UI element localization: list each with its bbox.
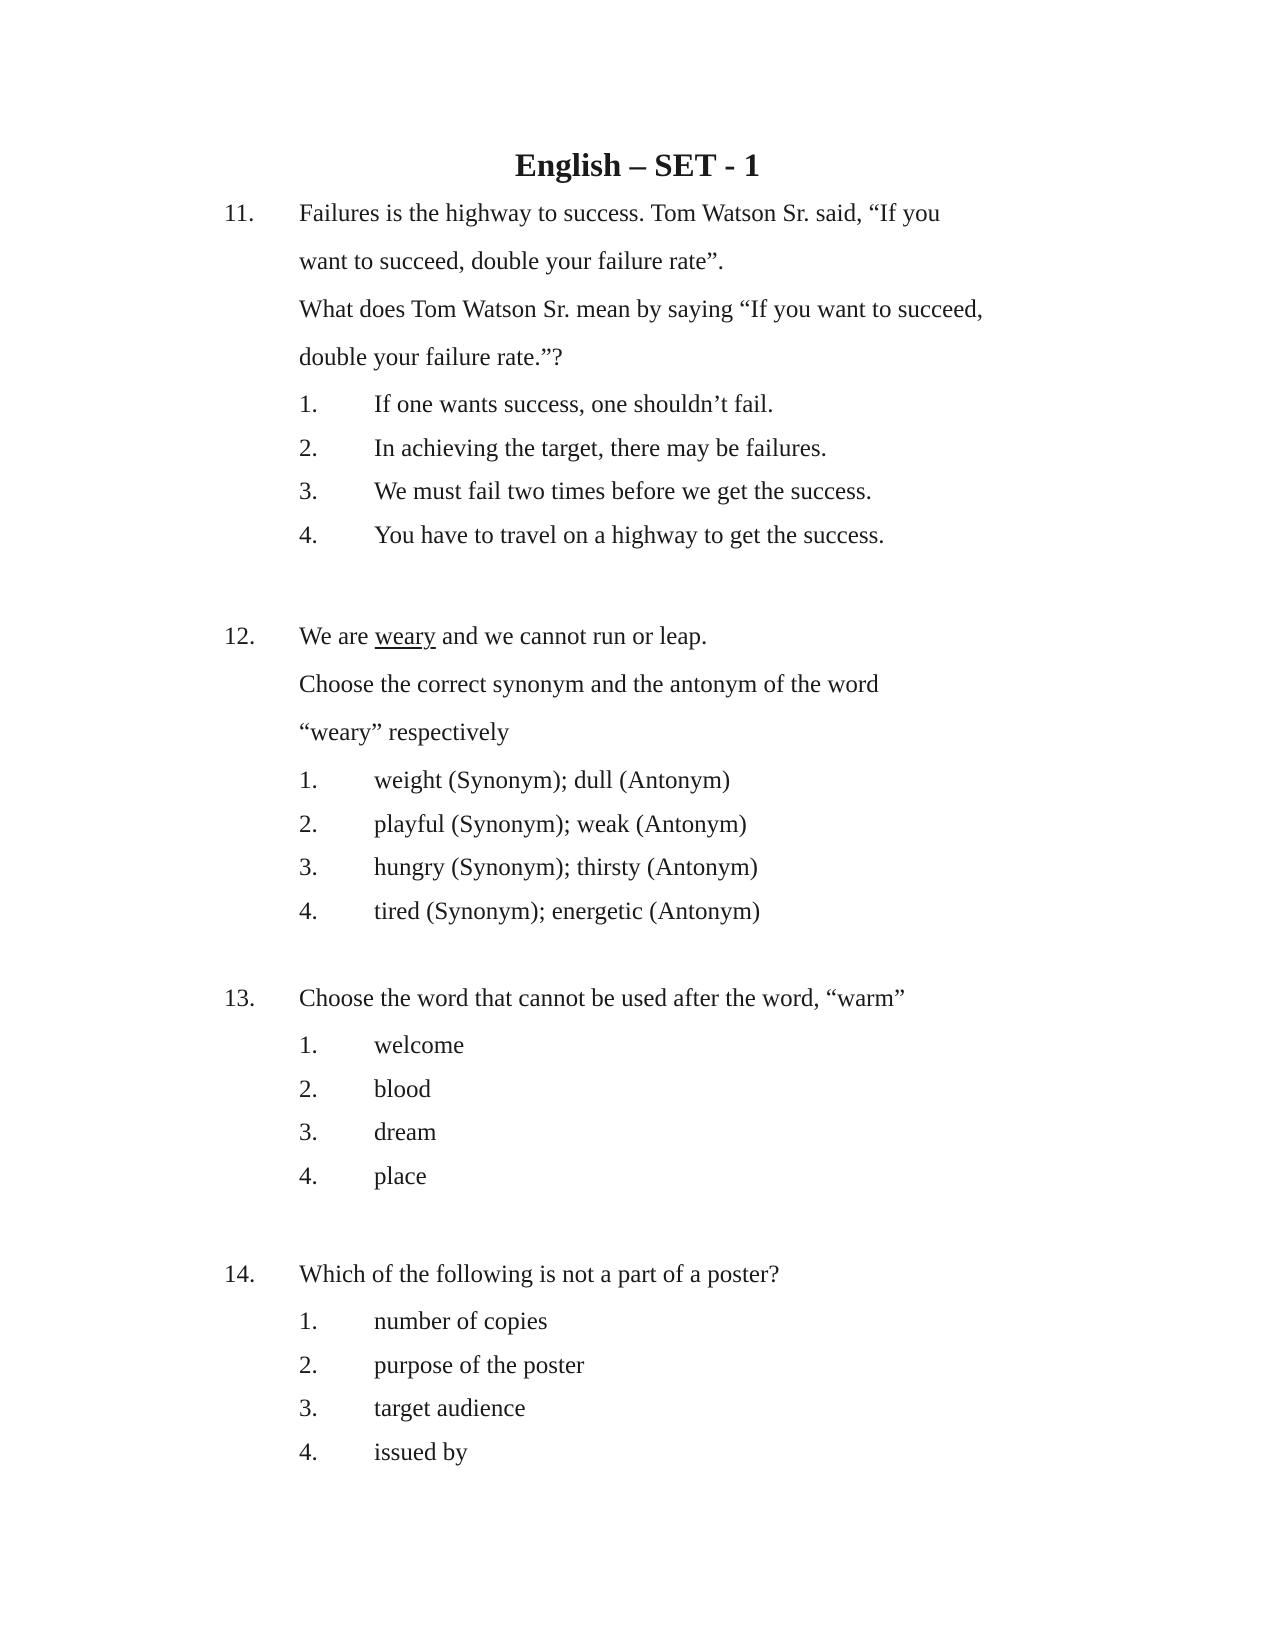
option-text: In achieving the target, there may be failures. <box>374 434 827 462</box>
option-item <box>299 427 1099 471</box>
stem-text: We are <box>299 623 375 650</box>
question-number: 11. <box>224 200 255 227</box>
option-number: 1. <box>299 1032 318 1059</box>
stem-line: want to succeed, double your failure rate”. <box>299 248 724 275</box>
stem-line <box>299 613 1079 661</box>
stem-line: Choose the correct synonym and the antonym of the word <box>299 671 879 698</box>
option-number: 2. <box>299 1351 318 1379</box>
question-stem <box>299 613 1079 757</box>
option-number: 1. <box>299 391 318 418</box>
question-stem <box>299 1251 1079 1299</box>
option-text: target audience <box>374 1395 526 1422</box>
option-number: 1. <box>299 1308 318 1335</box>
option-text: You have to travel on a highway to get the success. <box>374 521 885 549</box>
option-item <box>299 1155 1099 1199</box>
option-text: dream <box>374 1119 437 1146</box>
stem-line: Choose the word that cannot be used after the word, “warm” <box>299 985 906 1012</box>
option-list <box>299 383 1099 557</box>
option-item <box>299 759 1099 803</box>
option-item <box>299 1068 1099 1112</box>
option-number: 3. <box>299 1395 318 1422</box>
option-number: 3. <box>299 478 318 505</box>
stem-text: and we cannot run or leap. <box>435 623 708 650</box>
option-item <box>299 383 1099 427</box>
option-text: blood <box>374 1075 431 1103</box>
option-item <box>299 803 1099 847</box>
question-stem <box>299 975 1199 1023</box>
option-text: place <box>374 1162 427 1190</box>
option-item <box>299 1431 1099 1475</box>
page-title: English – SET - 1 <box>514 148 761 184</box>
option-number: 4. <box>299 1162 318 1190</box>
stem-line: Failures is the highway to success. Tom Watson Sr. said, “If you <box>299 200 941 227</box>
option-text: tired (Synonym); energetic (Antonym) <box>374 897 761 925</box>
option-list <box>299 1300 1099 1474</box>
option-item <box>299 1344 1099 1388</box>
option-item <box>299 1024 1099 1068</box>
option-number: 3. <box>299 1119 318 1146</box>
option-item <box>299 470 1099 514</box>
underlined-word: weary <box>374 623 436 650</box>
option-list <box>299 759 1099 933</box>
option-text: number of copies <box>374 1308 548 1335</box>
option-item <box>299 846 1099 890</box>
option-text: purpose of the poster <box>374 1351 585 1379</box>
stem-line: double your failure rate.”? <box>299 344 563 371</box>
option-number: 4. <box>299 897 318 925</box>
option-text: We must fail two times before we get the success. <box>374 478 872 505</box>
question-number: 13. <box>224 985 256 1012</box>
option-text: playful (Synonym); weak (Antonym) <box>374 810 747 838</box>
option-item <box>299 1387 1099 1431</box>
option-number: 2. <box>299 810 318 838</box>
option-number: 1. <box>299 767 318 794</box>
option-item <box>299 890 1099 934</box>
stem-line: What does Tom Watson Sr. mean by saying “If you want to succeed, <box>299 296 984 323</box>
question-stem <box>299 190 1079 382</box>
option-number: 2. <box>299 434 318 462</box>
question-number: 12. <box>224 623 256 650</box>
option-item <box>299 1111 1099 1155</box>
question-number: 14. <box>224 1261 256 1288</box>
option-list <box>299 1024 1099 1198</box>
option-text: hungry (Synonym); thirsty (Antonym) <box>374 854 759 881</box>
option-number: 3. <box>299 854 318 881</box>
option-item <box>299 514 1099 558</box>
option-number: 4. <box>299 1438 318 1466</box>
option-number: 2. <box>299 1075 318 1103</box>
option-text: weight (Synonym); dull (Antonym) <box>374 767 731 794</box>
option-number: 4. <box>299 521 318 549</box>
stem-line: “weary” respectively <box>299 719 510 746</box>
option-text: If one wants success, one shouldn’t fail. <box>374 391 774 418</box>
option-item <box>299 1300 1099 1344</box>
stem-line: Which of the following is not a part of a poster? <box>299 1261 780 1288</box>
option-text: issued by <box>374 1438 468 1466</box>
option-text: welcome <box>374 1032 465 1059</box>
